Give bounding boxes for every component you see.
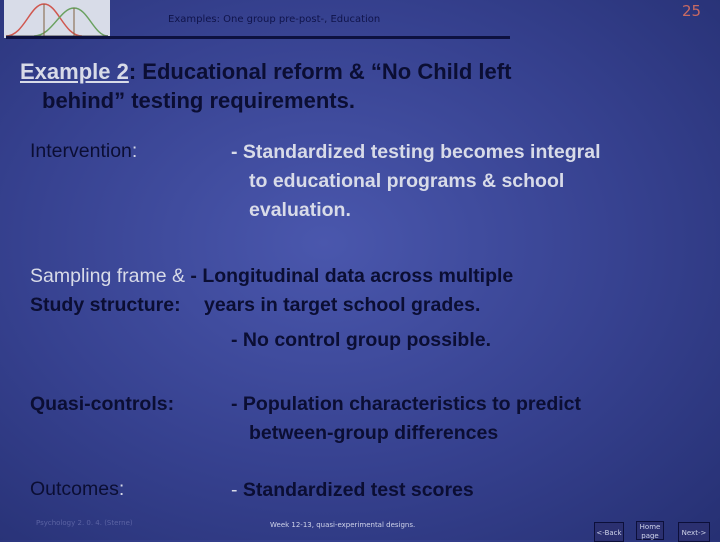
intervention-line3: evaluation.	[249, 199, 351, 221]
intervention-line2: to educational programs & school	[249, 170, 565, 192]
home-button[interactable]	[636, 521, 664, 540]
quasi-line2: between-group differences	[249, 422, 499, 444]
outcomes-colon: :	[118, 478, 125, 500]
footer-course: Psychology 2. 0. 4. (Sterne)	[36, 519, 133, 527]
sampling-text-line3: - No control group possible.	[231, 329, 491, 351]
outcomes-dash: -	[231, 479, 243, 501]
outcomes-text	[231, 476, 474, 505]
title-lead: Example 2	[20, 59, 129, 84]
quasi-label: Quasi-controls:	[30, 393, 175, 415]
quasi-line1: - Population characteristics to predict	[231, 393, 581, 415]
header-divider	[6, 36, 510, 39]
slide-title	[20, 57, 700, 115]
back-button[interactable]: <-Back	[594, 522, 624, 542]
sampling-text-line1: - Longitudinal data across multiple	[190, 265, 514, 287]
sampling-label-line2: Study structure:	[30, 294, 187, 316]
outcomes-label-word: Outcomes	[30, 478, 119, 500]
slide-subtitle: Examples: One group pre-post-, Education	[168, 14, 381, 25]
title-rest: : Educational reform & “No Child left	[128, 59, 512, 84]
footer-week: Week 12-13, quasi-experimental designs.	[270, 521, 416, 529]
home-label-line1: Home	[639, 523, 661, 531]
intervention-label-word: Intervention	[30, 140, 132, 162]
intervention-text	[231, 138, 601, 225]
sampling-block	[30, 262, 513, 320]
title-line2: behind” testing requirements.	[42, 88, 355, 113]
quasi-text	[231, 390, 581, 448]
intervention-label	[30, 140, 137, 163]
sampling-line1	[30, 262, 513, 291]
sampling-label-line1: Sampling frame &	[30, 265, 191, 287]
sampling-line2	[30, 291, 513, 320]
intervention-colon: :	[131, 140, 138, 162]
outcomes-value: Standardized test scores	[242, 479, 474, 501]
sampling-text-line2: years in target school grades.	[204, 294, 481, 316]
home-label-line2: page	[641, 532, 659, 540]
intervention-line1: - Standardized testing becomes integral	[231, 141, 601, 163]
normal-curves-logo	[4, 0, 110, 38]
outcomes-label	[30, 478, 124, 501]
next-button[interactable]: Next->	[678, 522, 710, 542]
slide-number: 25	[682, 2, 702, 20]
